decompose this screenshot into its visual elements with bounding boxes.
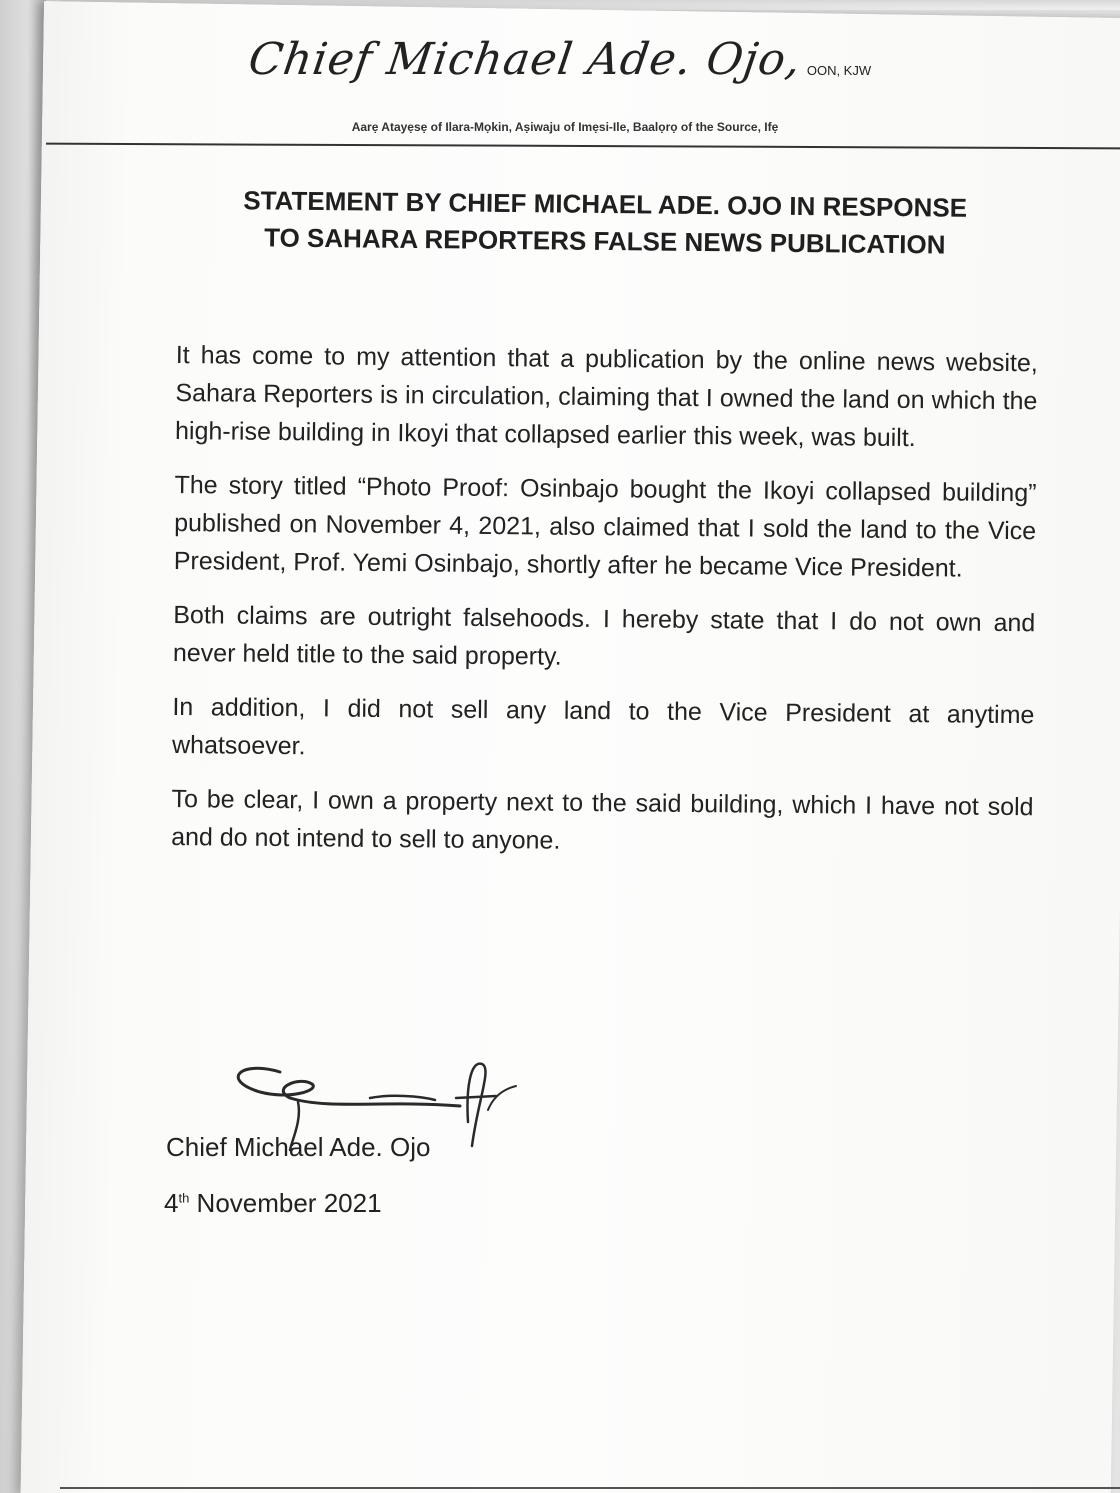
paragraph-1: It has come to my attention that a publication by the online news website, Sahara Reporters is in circulation, claiming that I owned the land on which the high-rise building in Ikoyi that collapsed earlier this week, was built. <box>174 340 1038 453</box>
paragraph-2: The story titled “Photo Proof: Osinbajo bought the Ikoyi collapsed building” published on November 4, 2021, also claimed that I sold the land to the Vice President, Prof. Yemi Osinbajo, shortly after he became Vice President. <box>173 470 1037 583</box>
date-month-year: November 2021 <box>189 1188 382 1218</box>
date-suffix: th <box>178 1190 190 1206</box>
paragraph-4: In addition, I did not sell any land to the Vice President at anytime whatsoever. <box>171 692 1035 761</box>
letterhead-honours: OON, KJW <box>806 62 872 78</box>
statement-heading <box>150 181 1061 265</box>
statement-body <box>171 336 1038 880</box>
letterhead <box>0 34 1120 85</box>
paragraph-3: Both claims are outright falsehoods. I hereby state that I do not own and never held title to the said property. <box>172 600 1036 671</box>
heading-line-2: TO SAHARA REPORTERS FALSE NEWS PUBLICATION <box>264 222 946 260</box>
statement-date <box>164 1188 382 1219</box>
paragraph-5: To be clear, I own a property next to the said building, which I have not sold and do not intend to sell to anyone. <box>171 784 1034 855</box>
heading-line-1: STATEMENT BY CHIEF MICHAEL ADE. OJO IN RESPONSE <box>243 185 968 223</box>
signatory-name: Chief Michael Ade. Ojo <box>166 1132 431 1162</box>
letterhead-titles: Aarẹ Atayẹsẹ of Ilara-Mọkin, Aṣiwaju of Imẹsi-Ile, Baalọrọ of the Source, Ifẹ <box>351 120 779 134</box>
date-day: 4 <box>164 1188 179 1218</box>
letterhead-name: Chief Michael Ade. Ojo, <box>245 34 805 85</box>
bottom-rule <box>60 1487 1120 1489</box>
signature-block <box>160 1040 660 1240</box>
